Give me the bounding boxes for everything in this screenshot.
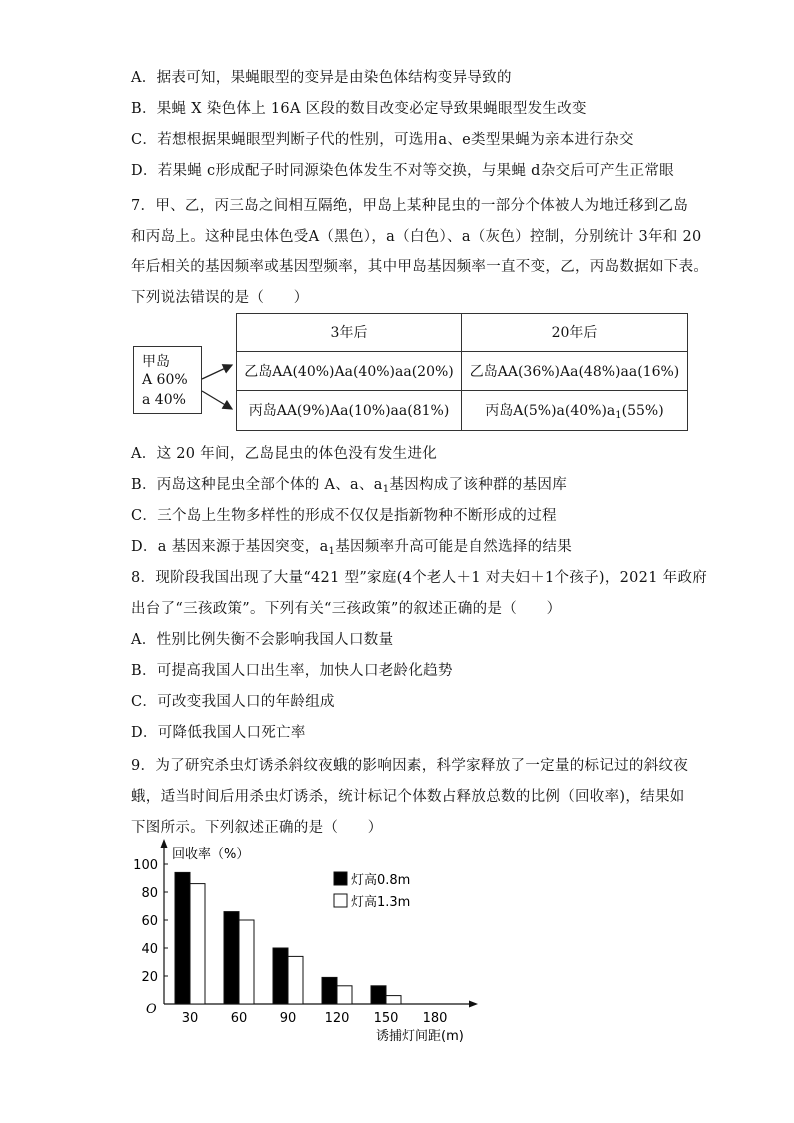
q7-option-d: D．a 基因来源于基因突变，$a_1$基因频率升高可能是自然选择的结果 (131, 539, 573, 557)
x-axis-tick-labels (182, 1011, 448, 1026)
bar-30-series-2 (190, 884, 205, 1004)
x-tick-label: 150 (373, 1011, 399, 1026)
chart-axes (161, 839, 479, 1008)
y-tick-label: 60 (141, 914, 158, 929)
legend-swatch (334, 872, 347, 885)
legend-label: 灯高0.8m (351, 873, 411, 888)
yi-island-20yr: 乙岛AA(36%)Aa(48%)aa(16%) (469, 364, 680, 380)
x-tick-label: 180 (422, 1011, 448, 1026)
q8-stem-line-1: 8．现阶段我国出现了大量“421 型”家庭(4个老人＋1 对夫妇＋1个孩子)，2021 年政府 (131, 570, 708, 586)
legend (334, 872, 410, 910)
bar-150-series-1 (371, 986, 386, 1004)
y-axis-ticks (133, 858, 168, 985)
bar-30-series-1 (175, 872, 190, 1004)
q7-option-b: B．丙岛这种昆虫全部个体的 A、a、$a_1$基因构成了该种群的基因库 (131, 477, 568, 495)
q7-stem-line-3: 年后相关的基因频率或基因型频率，其中甲岛基因频率一直不变，乙，丙岛数据如下表。 (131, 259, 709, 275)
source-island-box (133, 346, 202, 414)
q6-option-d: D．若果蝇 c形成配子时同源染色体发生不对等交换，与果蝇 d杂交后可产生正常眼 (131, 163, 674, 179)
x-axis-arrow (469, 1001, 478, 1008)
source-freq-a: a 40% (142, 392, 186, 408)
q9-stem-line-3: 下图所示。下列叙述正确的是（ ） (131, 820, 383, 836)
bing-island-20yr: 丙岛$A(5\%)a(40\%)a_1(55\%)$ (485, 403, 664, 421)
bar-150-series-2 (386, 996, 401, 1004)
col-header-20yr: 20年后 (551, 325, 598, 341)
recovery-rate-bar-chart (120, 838, 500, 1048)
q6-option-a: A．据表可知，果蝇眼型的变异是由染色体结构变异导致的 (131, 70, 512, 86)
x-tick-label: 60 (230, 1011, 248, 1026)
bars (175, 872, 401, 1004)
x-axis-label: 诱捕灯间距(m) (376, 1029, 464, 1044)
y-tick-label: 20 (141, 970, 158, 985)
bing-island-3yr: 丙岛AA(9%)Aa(10%)aa(81%) (248, 403, 450, 419)
q6-option-b: B．果蝇 X 染色体上 16A 区段的数目改变必定导致果蝇眼型发生改变 (131, 101, 587, 117)
bar-60-series-2 (239, 920, 254, 1004)
arrow-to-bing-island (202, 391, 232, 409)
source-freq-A: A 60% (142, 372, 188, 388)
source-island-label: 甲岛 (142, 354, 170, 370)
q7-option-c: C．三个岛上生物多样性的形成不仅仅是指新物种不断形成的过程 (131, 508, 557, 524)
yi-island-3yr: 乙岛AA(40%)Aa(40%)aa(20%) (244, 364, 454, 380)
x-tick-label: 120 (324, 1011, 350, 1026)
col-header-3yr: 3年后 (330, 325, 368, 341)
q7-stem-line-4: 下列说法错误的是（ ） (131, 290, 309, 306)
bar-60-series-1 (224, 912, 239, 1004)
q7-stem-line-2: 和丙岛上。这种昆虫体色受A（黑色），a（白色）、a（灰色）控制，分别统计 3年和 20 (131, 229, 702, 245)
y-tick-label: 100 (133, 858, 158, 873)
q8-option-c: C．可改变我国人口的年龄组成 (131, 694, 335, 710)
migration-arrows (198, 355, 240, 420)
q9-stem-line-1: 9．为了研究杀虫灯诱杀斜纹夜蛾的影响因素，科学家释放了一定量的标记过的斜纹夜 (131, 758, 689, 774)
q8-option-d: D．可降低我国人口死亡率 (131, 725, 306, 741)
bar-120-series-2 (337, 986, 352, 1004)
legend-swatch (334, 894, 347, 907)
island-data-table (236, 313, 688, 431)
y-tick-label: 80 (141, 886, 158, 901)
arrow-to-yi-island (202, 365, 232, 379)
q6-option-c: C．若想根据果蝇眼型判断子代的性别，可选用a、e类型果蝇为亲本进行杂交 (131, 132, 634, 148)
y-axis-arrow (161, 839, 168, 848)
q7-option-a: A．这 20 年间，乙岛昆虫的体色没有发生进化 (131, 446, 438, 462)
q9-stem-line-2: 蛾，适当时间后用杀虫灯诱杀，统计标记个体数占释放总数的比例（回收率)，结果如 (131, 789, 685, 805)
bar-120-series-1 (322, 977, 337, 1004)
y-tick-label: 40 (141, 942, 158, 957)
bar-90-series-1 (273, 948, 288, 1004)
x-tick-label: 30 (181, 1011, 199, 1026)
q8-option-a: A．性别比例失衡不会影响我国人口数量 (131, 632, 394, 648)
q8-stem-line-2: 出台了“三孩政策”。下列有关“三孩政策”的叙述正确的是（ ） (131, 601, 562, 617)
origin-label: O (146, 1002, 157, 1017)
bar-90-series-2 (288, 956, 303, 1004)
y-axis-label: 回收率（%） (172, 847, 250, 862)
x-tick-label: 90 (279, 1011, 297, 1026)
q7-stem-line-1: 7．甲、乙，丙三岛之间相互隔绝，甲岛上某种昆虫的一部分个体被人为地迁移到乙岛 (131, 198, 689, 214)
q8-option-b: B．可提高我国人口出生率，加快人口老龄化趋势 (131, 663, 453, 679)
legend-label: 灯高1.3m (351, 895, 411, 910)
